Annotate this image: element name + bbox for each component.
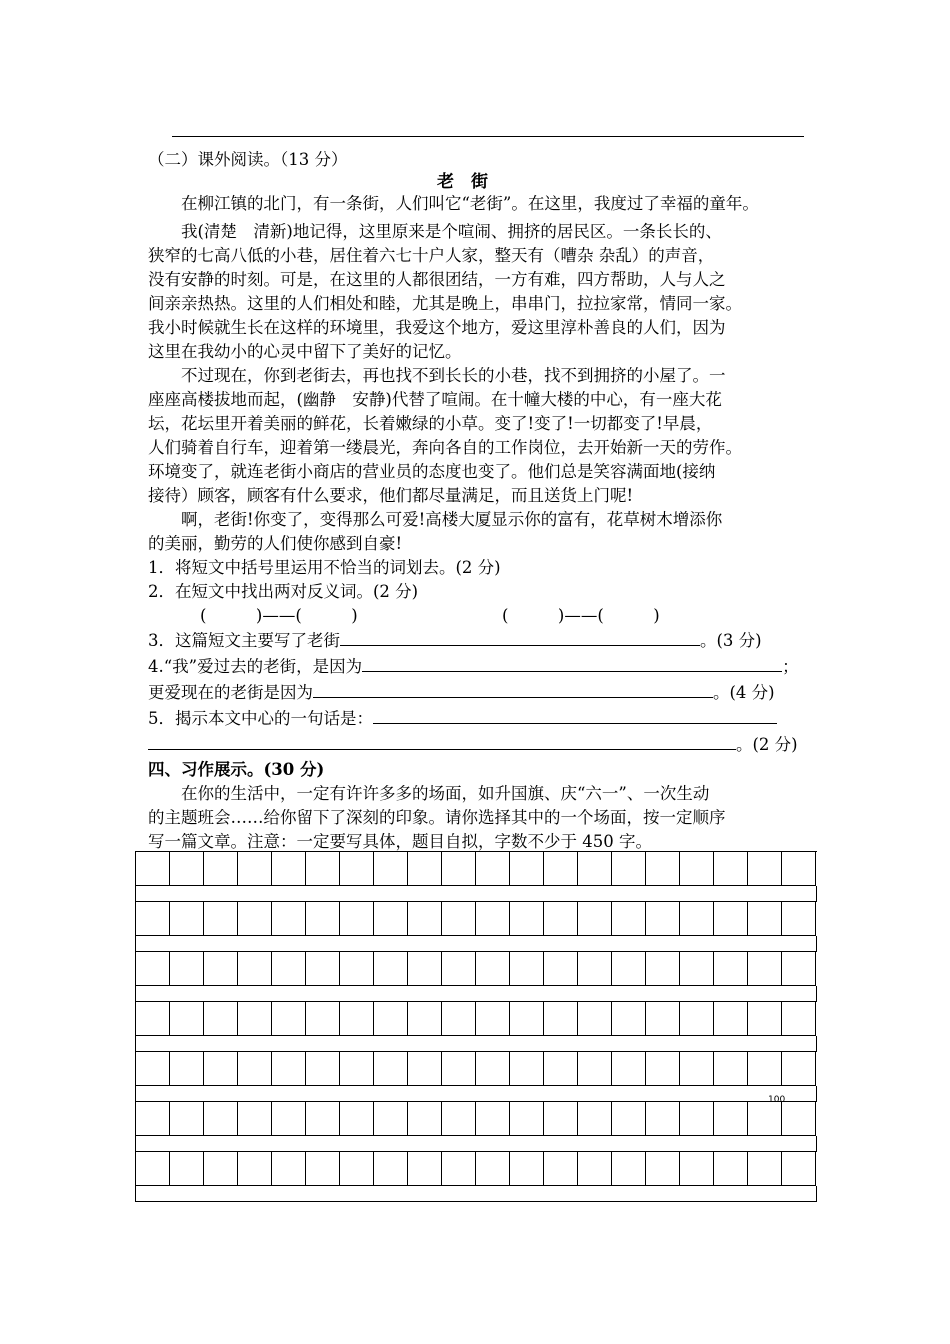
grid-cell[interactable]: [204, 952, 238, 986]
passage-p4-line: 的美丽，勤劳的人们使你感到自豪!: [148, 534, 403, 553]
grid-cell[interactable]: [306, 1102, 340, 1136]
grid-cell[interactable]: [748, 852, 782, 886]
passage-p1: 在柳江镇的北门，有一条街，人们叫它“老街”。在这里，我度过了幸福的童年。: [181, 194, 759, 213]
question-4-line2: 更爱现在的老街是因为 。(4 分): [148, 683, 775, 702]
grid-cell[interactable]: [782, 1052, 816, 1086]
grid-cell[interactable]: [408, 1102, 442, 1136]
grid-cell[interactable]: [782, 952, 816, 986]
grid-cell[interactable]: [544, 902, 578, 936]
grid-cell[interactable]: [374, 1002, 408, 1036]
grid-cell[interactable]: [578, 1002, 612, 1036]
grid-cell[interactable]: [238, 1052, 272, 1086]
grid-cell[interactable]: [544, 1152, 578, 1186]
grid-cell[interactable]: [510, 852, 544, 886]
grid-cell[interactable]: [476, 1102, 510, 1136]
grid-cell[interactable]: [374, 852, 408, 886]
grid-cell[interactable]: [476, 852, 510, 886]
grid-count-marker: 100: [768, 1095, 786, 1105]
grid-cell[interactable]: [340, 1102, 374, 1136]
grid-cell[interactable]: [204, 1102, 238, 1136]
grid-cell[interactable]: [714, 1102, 748, 1136]
grid-cell[interactable]: [544, 852, 578, 886]
grid-cell[interactable]: [408, 952, 442, 986]
grid-row: [135, 951, 817, 986]
question-4: 4.“我”爱过去的老街，是因为 ；: [148, 657, 799, 676]
question-5: 5．揭示本文中心的一句话是：: [148, 705, 777, 729]
grid-cell[interactable]: [340, 1002, 374, 1036]
grid-cell[interactable]: [408, 1002, 442, 1036]
grid-cell[interactable]: [578, 1152, 612, 1186]
grid-cell[interactable]: [748, 1102, 782, 1136]
grid-cell[interactable]: [646, 1152, 680, 1186]
grid-cell[interactable]: [646, 852, 680, 886]
answer-line-q4a[interactable]: [362, 670, 782, 672]
grid-cell[interactable]: [238, 1002, 272, 1036]
grid-row: [135, 901, 817, 936]
grid-cell[interactable]: [272, 1052, 306, 1086]
grid-cell[interactable]: [782, 1152, 816, 1186]
grid-cell[interactable]: [204, 1052, 238, 1086]
passage-p2-line: 我小时候就生长在这样的环境里，我爱这个地方，爱这里淳朴善良的人们，因为: [148, 318, 726, 337]
grid-cell[interactable]: [510, 952, 544, 986]
grid-cell[interactable]: [374, 952, 408, 986]
grid-cell[interactable]: [782, 1102, 816, 1136]
question-5-line2: 。(2 分): [148, 731, 798, 755]
grid-cell[interactable]: [680, 852, 714, 886]
grid-row: [135, 1001, 817, 1036]
grid-cell[interactable]: [204, 852, 238, 886]
grid-cell[interactable]: [136, 852, 170, 886]
grid-cell[interactable]: [442, 852, 476, 886]
passage-p2-line: 狭窄的七高八低的小巷，居住着六七十户人家，整天有（嘈杂 杂乱）的声音，: [148, 246, 715, 265]
section-heading: （二）课外阅读。（13 分）: [148, 150, 348, 169]
answer-line-q5a[interactable]: [373, 722, 777, 724]
question-2: 2．在短文中找出两对反义词。(2 分): [148, 582, 419, 601]
passage-p3-line: 接待）顾客，顾客有什么要求，他们都尽量满足，而且送货上门呢!: [148, 486, 634, 505]
grid-cell[interactable]: [136, 1152, 170, 1186]
grid-cell[interactable]: [374, 902, 408, 936]
grid-cell[interactable]: [272, 952, 306, 986]
grid-cell[interactable]: [170, 1102, 204, 1136]
grid-cell[interactable]: [306, 1002, 340, 1036]
grid-cell[interactable]: [748, 1152, 782, 1186]
grid-cell[interactable]: [136, 902, 170, 936]
grid-cell[interactable]: [442, 1152, 476, 1186]
grid-cell[interactable]: [578, 902, 612, 936]
grid-cell[interactable]: [680, 1102, 714, 1136]
grid-cell[interactable]: [782, 852, 816, 886]
grid-cell[interactable]: [238, 952, 272, 986]
question-3: 3．这篇短文主要写了老街 。(3 分): [148, 631, 762, 650]
grid-row: [135, 1101, 817, 1136]
grid-cell[interactable]: [408, 1052, 442, 1086]
grid-row: [135, 1051, 817, 1086]
grid-cell[interactable]: [136, 1102, 170, 1136]
grid-row-gap: [135, 986, 817, 1001]
passage-p2-line: 没有安静的时刻。可是，在这里的人都很团结，一方有难，四方帮助，人与人之: [148, 270, 726, 289]
grid-cell[interactable]: [544, 952, 578, 986]
writing-prompt-line: 在你的生活中，一定有许许多多的场面，如升国旗、庆“六一”、一次生动: [181, 784, 710, 803]
grid-cell[interactable]: [340, 852, 374, 886]
grid-row-gap: [135, 1186, 817, 1201]
grid-row: [135, 1151, 817, 1186]
grid-cell[interactable]: [510, 902, 544, 936]
passage-p3-line: 环境变了，就连老街小商店的营业员的态度也变了。他们总是笑容满面地(接纳: [148, 462, 716, 481]
grid-cell[interactable]: [408, 1152, 442, 1186]
grid-cell[interactable]: [646, 902, 680, 936]
grid-cell[interactable]: [136, 1052, 170, 1086]
grid-cell[interactable]: [612, 1102, 646, 1136]
grid-row-gap: [135, 1036, 817, 1051]
grid-cell[interactable]: [612, 902, 646, 936]
grid-cell[interactable]: [748, 902, 782, 936]
grid-cell[interactable]: [714, 952, 748, 986]
grid-cell[interactable]: [680, 902, 714, 936]
grid-cell[interactable]: [238, 852, 272, 886]
grid-cell[interactable]: [510, 1102, 544, 1136]
grid-bottom-border: [135, 1201, 817, 1202]
passage-p2-line: 间亲亲热热。这里的人们相处和睦，尤其是晚上，串串门，拉拉家常，情同一家。: [148, 294, 742, 313]
grid-cell[interactable]: [272, 1102, 306, 1136]
grid-cell[interactable]: [646, 1002, 680, 1036]
grid-cell[interactable]: [204, 1002, 238, 1036]
grid-cell[interactable]: [748, 1052, 782, 1086]
answer-line-q5b[interactable]: [148, 748, 736, 750]
grid-cell[interactable]: [714, 1052, 748, 1086]
grid-cell[interactable]: [680, 952, 714, 986]
answer-line-q3[interactable]: [340, 644, 700, 646]
question-1: 1．将短文中括号里运用不恰当的词划去。(2 分): [148, 558, 501, 577]
grid-cell[interactable]: [442, 1052, 476, 1086]
grid-cell[interactable]: [578, 952, 612, 986]
grid-cell[interactable]: [782, 1002, 816, 1036]
grid-cell[interactable]: [646, 952, 680, 986]
grid-cell[interactable]: [476, 952, 510, 986]
grid-cell[interactable]: [170, 902, 204, 936]
grid-cell[interactable]: [476, 902, 510, 936]
passage-title: 老 街: [437, 172, 488, 192]
grid-cell[interactable]: [612, 1052, 646, 1086]
grid-cell[interactable]: [442, 902, 476, 936]
grid-cell[interactable]: [714, 852, 748, 886]
grid-cell[interactable]: [306, 1052, 340, 1086]
passage-p3-line: 不过现在，你到老街去，再也找不到长长的小巷，找不到拥挤的小屋了。一: [181, 366, 726, 385]
passage-p2-line: 这里在我幼小的心灵中留下了美好的记忆。: [148, 342, 462, 361]
grid-cell[interactable]: [170, 1002, 204, 1036]
grid-cell[interactable]: [612, 852, 646, 886]
grid-cell[interactable]: [204, 1152, 238, 1186]
grid-cell[interactable]: [272, 902, 306, 936]
passage-p2-line: 我(清楚 清新)地记得，这里原来是个喧闹、拥挤的居民区。一条长长的、: [181, 222, 722, 241]
grid-cell[interactable]: [714, 1002, 748, 1036]
grid-cell[interactable]: [612, 1002, 646, 1036]
grid-cell[interactable]: [680, 1152, 714, 1186]
grid-cell[interactable]: [578, 1052, 612, 1086]
grid-cell[interactable]: [748, 952, 782, 986]
grid-cell[interactable]: [578, 852, 612, 886]
grid-cell[interactable]: [646, 1102, 680, 1136]
grid-cell[interactable]: [544, 1052, 578, 1086]
grid-cell[interactable]: [612, 952, 646, 986]
grid-cell[interactable]: [646, 1052, 680, 1086]
grid-cell[interactable]: [306, 1152, 340, 1186]
grid-cell[interactable]: [578, 1102, 612, 1136]
grid-cell[interactable]: [510, 1052, 544, 1086]
writing-prompt-line: 写一篇文章。注意：一定要写具体，题目自拟，字数不少于 450 字。: [148, 832, 652, 851]
grid-cell[interactable]: [204, 902, 238, 936]
answer-line-q4b[interactable]: [313, 696, 713, 698]
top-rule: [172, 136, 804, 137]
grid-cell[interactable]: [680, 1052, 714, 1086]
writing-grid[interactable]: [135, 851, 817, 1202]
grid-cell[interactable]: [306, 902, 340, 936]
grid-cell[interactable]: [442, 1002, 476, 1036]
grid-cell[interactable]: [476, 1002, 510, 1036]
grid-cell[interactable]: [476, 1052, 510, 1086]
antonym-pair-1[interactable]: ( )——( ): [200, 606, 358, 625]
grid-cell[interactable]: [340, 1152, 374, 1186]
grid-cell[interactable]: [476, 1152, 510, 1186]
grid-cell[interactable]: [612, 1152, 646, 1186]
grid-cell[interactable]: [306, 852, 340, 886]
grid-row-gap: [135, 886, 817, 901]
grid-row-gap: [135, 1136, 817, 1151]
grid-cell[interactable]: [136, 1002, 170, 1036]
passage-p3-line: 坛，花坛里开着美丽的鲜花，长着嫩绿的小草。变了!变了!一切都变了!早晨，: [148, 414, 713, 433]
grid-cell[interactable]: [510, 1152, 544, 1186]
grid-cell[interactable]: [238, 1152, 272, 1186]
grid-cell[interactable]: [170, 1152, 204, 1186]
grid-cell[interactable]: [136, 952, 170, 986]
grid-cell[interactable]: [340, 902, 374, 936]
grid-row-gap: [135, 936, 817, 951]
grid-cell[interactable]: [748, 1002, 782, 1036]
grid-cell[interactable]: [374, 1052, 408, 1086]
grid-cell[interactable]: [680, 1002, 714, 1036]
grid-cell[interactable]: [340, 952, 374, 986]
grid-cell[interactable]: [442, 1102, 476, 1136]
passage-p4-line: 啊，老街!你变了，变得那么可爱!高楼大厦显示你的富有，花草树木增添你: [181, 510, 723, 529]
grid-cell[interactable]: [272, 1002, 306, 1036]
section4-heading: 四、习作展示。(30 分): [148, 760, 325, 779]
grid-cell[interactable]: [272, 852, 306, 886]
grid-cell[interactable]: [408, 902, 442, 936]
grid-cell[interactable]: [408, 852, 442, 886]
grid-cell[interactable]: [374, 1152, 408, 1186]
antonym-pair-2[interactable]: ( )——( ): [502, 606, 660, 625]
grid-cell[interactable]: [442, 952, 476, 986]
grid-cell[interactable]: [272, 1152, 306, 1186]
grid-cell[interactable]: [782, 902, 816, 936]
passage-p3-line: 座座高楼拔地而起，(幽静 安静)代替了喧闹。在十幢大楼的中心，有一座大花: [148, 390, 722, 409]
grid-cell[interactable]: [170, 1052, 204, 1086]
grid-cell[interactable]: [170, 852, 204, 886]
grid-cell[interactable]: [714, 1152, 748, 1186]
grid-cell[interactable]: [374, 1102, 408, 1136]
grid-cell[interactable]: [170, 952, 204, 986]
grid-cell[interactable]: [238, 902, 272, 936]
grid-cell[interactable]: [238, 1102, 272, 1136]
grid-cell[interactable]: [714, 902, 748, 936]
grid-row-gap: [135, 1086, 817, 1101]
grid-cell[interactable]: [306, 952, 340, 986]
grid-cell[interactable]: [340, 1052, 374, 1086]
passage-p3-line: 人们骑着自行车，迎着第一缕晨光，奔向各自的工作岗位，去开始新一天的劳作。: [148, 438, 742, 457]
grid-row: [135, 851, 817, 886]
grid-cell[interactable]: [544, 1102, 578, 1136]
grid-cell[interactable]: [510, 1002, 544, 1036]
writing-prompt-line: 的主题班会……给你留下了深刻的印象。请你选择其中的一个场面，按一定顺序: [148, 808, 726, 827]
grid-cell[interactable]: [544, 1002, 578, 1036]
